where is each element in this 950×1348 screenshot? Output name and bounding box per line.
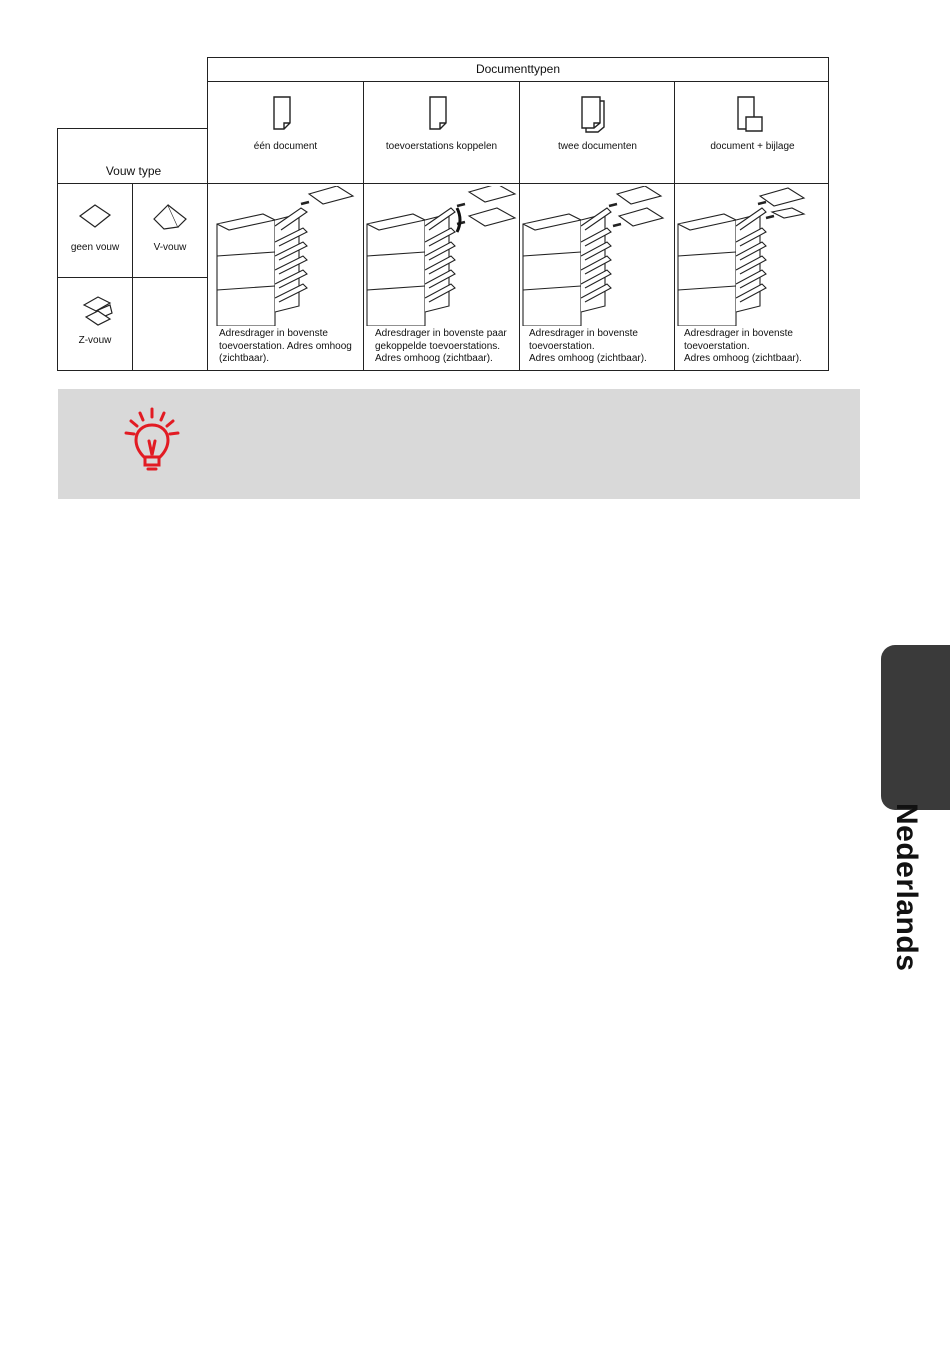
page-with-insert-icon bbox=[736, 95, 766, 133]
tip-box bbox=[58, 389, 860, 499]
language-tab bbox=[881, 645, 950, 810]
single-page-icon bbox=[272, 95, 298, 131]
folder-inserter-illustration bbox=[521, 186, 671, 326]
doc-type-label: document + bijlage bbox=[710, 141, 795, 152]
language-label: Nederlands bbox=[890, 803, 923, 972]
folder-inserter-illustration bbox=[365, 186, 517, 326]
fold-type-label: Z-vouw bbox=[78, 335, 112, 346]
folder-inserter-illustration bbox=[676, 186, 826, 326]
fold-header-cell bbox=[57, 128, 208, 184]
folder-inserter-illustration bbox=[213, 186, 359, 326]
empty-cell bbox=[132, 277, 208, 371]
fold-type-cell bbox=[57, 183, 133, 278]
table-header: Documenttypen bbox=[207, 57, 829, 82]
single-page-icon bbox=[428, 95, 454, 131]
z-fold-icon bbox=[82, 295, 116, 327]
doc-type-label: twee documenten bbox=[558, 141, 637, 152]
description-text: Adresdrager in bovenste toevoerstation. Adres omhoog (zichtbaar). bbox=[684, 328, 802, 364]
v-fold-icon bbox=[152, 201, 188, 231]
doc-type-label: één document bbox=[253, 141, 318, 152]
fold-type-label: V-vouw bbox=[153, 242, 187, 253]
description-text: Adresdrager in bovenste toevoerstation. Adres omhoog (zichtbaar). bbox=[219, 328, 352, 364]
description-text: Adresdrager in bovenste toevoerstation. Adres omhoog (zichtbaar). bbox=[529, 328, 647, 364]
fold-header: Vouw type bbox=[105, 164, 162, 178]
lightbulb-icon bbox=[122, 407, 182, 477]
no-fold-icon bbox=[78, 203, 112, 229]
fold-type-label: geen vouw bbox=[70, 242, 120, 253]
stacked-pages-icon bbox=[580, 95, 610, 133]
doc-type-label: toevoerstations koppelen bbox=[385, 141, 498, 152]
description-text: Adresdrager in bovenste paar gekoppelde toevoerstations. Adres omhoog (zichtbaar). bbox=[375, 328, 507, 364]
